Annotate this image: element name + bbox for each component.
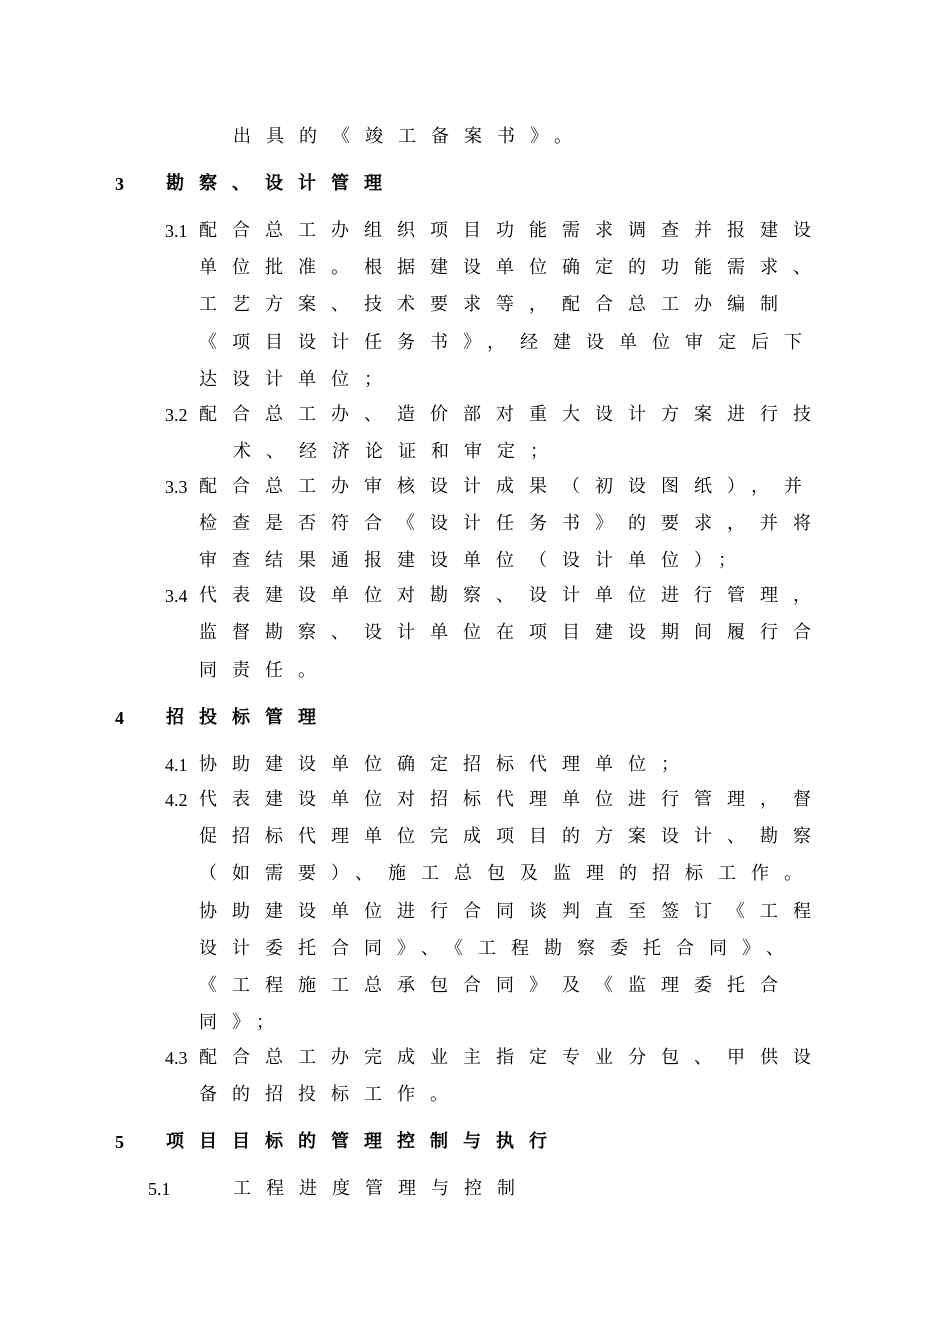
subsection-number: 5.1 (148, 1179, 171, 1199)
paragraph-line: 出具的《竣工备案书》。 (233, 126, 587, 147)
paragraph-line: 代表建设单位对招标代理单位进行管理，督 (199, 789, 826, 810)
item-number: 3.4 (165, 586, 188, 606)
item-number: 4.1 (165, 755, 188, 775)
paragraph-line: 协助建设单位进行合同谈判直至签订《工程 (199, 901, 826, 922)
item-number: 3.3 (165, 477, 188, 497)
paragraph-line: 配合总工办审核设计成果（初设图纸），并 (199, 476, 817, 497)
paragraph-line: 检查是否符合《设计任务书》的要求，并将 (199, 513, 826, 534)
paragraph-line: 《工程施工总承包合同》及《监理委托合 (199, 975, 793, 996)
section-number: 5 (115, 1132, 124, 1152)
item-number: 3.2 (165, 405, 188, 425)
paragraph-line: 术、经济论证和审定； (233, 441, 563, 462)
paragraph-line: 工艺方案、技术要求等，配合总工办编制 (199, 294, 793, 315)
item-number: 4.2 (165, 790, 188, 810)
paragraph-line: 配合总工办、造价部对重大设计方案进行技 (199, 404, 826, 425)
paragraph-line: 协助建设单位确定招标代理单位； (199, 754, 694, 775)
paragraph-line: 备的招投标工作。 (199, 1084, 463, 1105)
item-number: 3.1 (165, 221, 188, 241)
paragraph-line: 《项目设计任务书》，经建设单位审定后下 (199, 332, 817, 353)
paragraph-line: （如需要）、施工总包及监理的招标工作。 (199, 863, 817, 884)
paragraph-line: 达设计单位； (199, 369, 397, 390)
paragraph-line: 审查结果通报建设单位（设计单位）； (199, 550, 751, 571)
paragraph-line: 配合总工办组织项目功能需求调查并报建设 (199, 220, 826, 241)
section-heading: 勘察、设计管理 (166, 173, 397, 194)
paragraph-line: 配合总工办完成业主指定专业分包、甲供设 (199, 1047, 826, 1068)
item-number: 4.3 (165, 1048, 188, 1068)
section-number: 4 (115, 708, 124, 728)
section-heading: 招投标管理 (166, 707, 331, 728)
paragraph-line: 同责任。 (199, 660, 331, 681)
section-number: 3 (115, 174, 124, 194)
paragraph-line: 设计委托合同》、《工程勘察委托合同》、 (199, 938, 799, 959)
section-heading: 项目目标的管理控制与执行 (166, 1131, 562, 1152)
paragraph-line: 单位批准。根据建设单位确定的功能需求、 (199, 257, 826, 278)
paragraph-line: 代表建设单位对勘察、设计单位进行管理， (199, 585, 826, 606)
subsection-heading: 工程进度管理与控制 (233, 1178, 530, 1199)
paragraph-line: 同》； (199, 1012, 289, 1033)
paragraph-line: 监督勘察、设计单位在项目建设期间履行合 (199, 622, 826, 643)
paragraph-line: 促招标代理单位完成项目的方案设计、勘察 (199, 826, 826, 847)
